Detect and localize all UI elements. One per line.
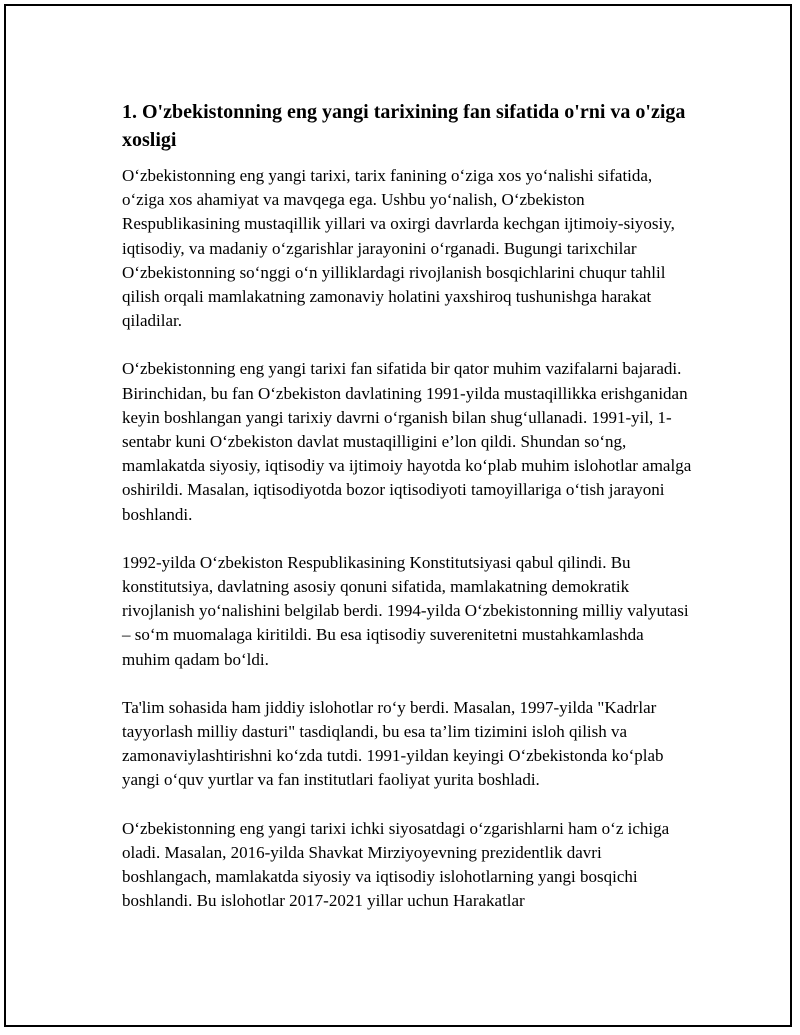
paragraph-2: O‘zbekistonning eng yangi tarixi fan sifatida bir qator muhim vazifalarni bajaradi. Birinchidan, bu fan O‘zbekiston davlatining 1991-yilda mustaqillikka erishganidan keyin boshlangan yangi tarixiy davrni o‘rganish bilan shug‘ullanadi. 1991-yil, 1-sentabr kuni O‘zbekiston davlat mustaqilligini e’lon qildi. Shundan so‘ng, mamlakatda siyosiy, iqtisodiy va ijtimoiy hayotda ko‘plab muhim islohotlar amalga oshirildi. Masalan, iqtisodiyotda bozor iqtisodiyoti tamoyillariga o‘tish jarayoni boshlandi. — [122, 359, 692, 524]
paragraph-3: 1992-yilda O‘zbekiston Respublikasining Konstitutsiyasi qabul qilindi. Bu konstitutsiya, davlatning asosiy qonuni sifatida, mamlakatning demokratik rivojlanish yo‘nalishini belgilab berdi. 1994-yilda O‘zbekistonning milliy valyutasi – so‘m muomalaga kiritildi. Bu esa iqtisodiy suverenitetni mustahkamlashda muhim qadam bo‘ldi. — [122, 552, 689, 669]
paragraph-1: O‘zbekistonning eng yangi tarixi, tarix fanining o‘ziga xos yo‘nalishi sifatida, o‘ziga xos ahamiyat va mavqega ega. Ushbu yo‘nalish, O‘zbekiston Respublikasining mustaqillik yillari va oxirgi davrlarda kechgan ijtimoiy-siyosiy, iqtisodiy, va madaniy o‘zgarishlar jarayonini o‘rganadi. Bugungi tarixchilar O‘zbekistonning so‘nggi o‘n yilliklardagi rivojlanish bosqichlarini chuqur tahlil qilish orqali mamlakatning zamonaviy holatini yaxshiroq tushunishga harakat qiladilar. — [122, 166, 675, 331]
paragraph-5: O‘zbekistonning eng yangi tarixi ichki siyosatdagi o‘zgarishlarni ham o‘z ichiga oladi. Masalan, 2016-yilda Shavkat Mirziyoyevning prezidentlik davri boshlangach, mamlakatda siyosiy va iqtisodiy islohotlarning yangi bosqichi boshlandi. Bu islohotlar 2017-2021 yillar uchun Harakatlar — [122, 818, 670, 911]
document-heading: 1. O'zbekistonning eng yangi tarixining fan sifatida o'rni va o'ziga xosligi — [122, 101, 686, 151]
page-frame — [4, 4, 792, 1027]
document-body — [122, 98, 694, 937]
paragraph-4: Ta'lim sohasida ham jiddiy islohotlar ro‘y berdi. Masalan, 1997-yilda "Kadrlar tayyorlash milliy dasturi" tasdiqlandi, bu esa ta’lim tizimini isloh qilish va zamonaviylashtirishni ko‘zda tutdi. 1991-yildan keyingi O‘zbekistonda ko‘plab yangi o‘quv yurtlar va fan institutlari faoliyat yurita boshladi. — [122, 697, 664, 790]
